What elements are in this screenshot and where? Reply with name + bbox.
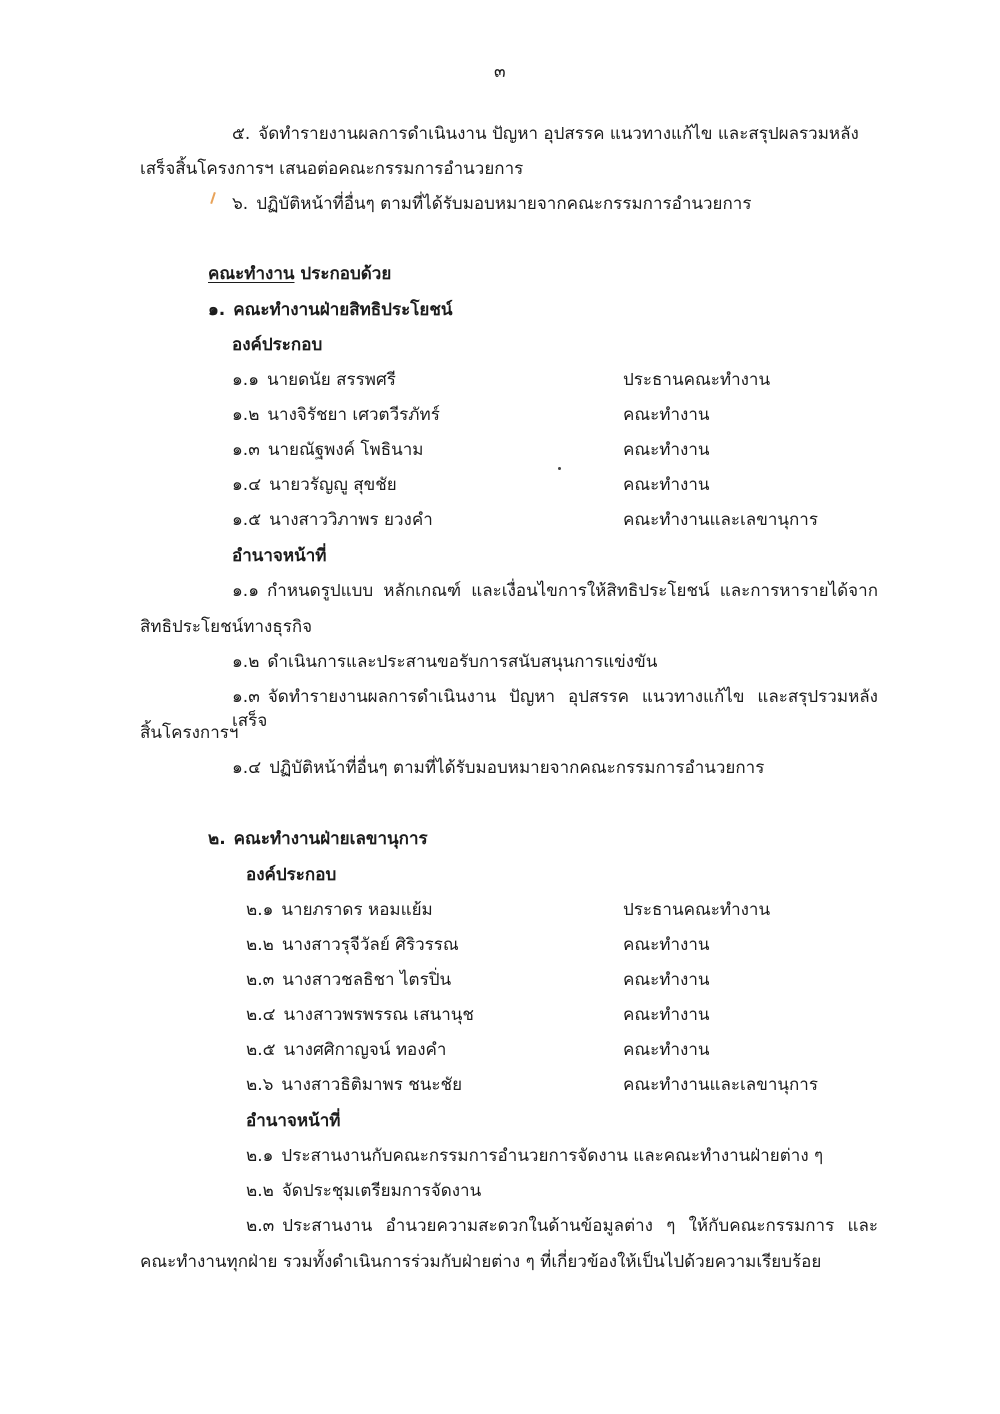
- duty-text: ประสานงาน อำนวยความสะดวกในด้านข้อมูลต่าง ๆ ให้กับคณะกรรมการ และ: [282, 1216, 878, 1236]
- duty-number: ๒.๓: [246, 1216, 275, 1236]
- duty-text: จัดทำรายงานผลการดำเนินงาน ปัญหา อุปสรรค แนวทางแก้ไข และสรุปรวมหลังเสร็จ: [232, 687, 878, 731]
- member-name: นางสาวรุจีวัลย์ ศิริวรรณ: [281, 935, 459, 955]
- heading-rest: ประกอบด้วย: [300, 264, 392, 284]
- member-row: [246, 1038, 446, 1062]
- duty-item: [246, 1214, 878, 1238]
- member-name: นางจิรัชยา เศวตวีรภัทร์: [267, 405, 440, 425]
- duty-continued: สิทธิประโยชน์ทางธุรกิจ: [140, 617, 313, 637]
- group1-members-heading: องค์ประกอบ: [232, 335, 323, 355]
- duty-text: ปฏิบัติหน้าที่อื่นๆ ตามที่ได้รับมอบหมายจากคณะกรรมการอำนวยการ: [269, 758, 765, 778]
- group1-duties-heading: อำนาจหน้าที่: [232, 546, 327, 566]
- page-number: ๓: [494, 62, 506, 82]
- intro-item-5: [232, 122, 859, 146]
- member-row: [232, 473, 397, 497]
- duty-item: [232, 685, 878, 733]
- member-name: นางสาววิภาพร ยวงคำ: [269, 510, 433, 530]
- member-row: [246, 933, 459, 957]
- member-number: ๒.๕: [246, 1040, 276, 1060]
- duty-number: ๑.๔: [232, 758, 262, 778]
- duty-text: จัดประชุมเตรียมการจัดงาน: [281, 1181, 482, 1201]
- member-role: คณะทำงาน: [623, 935, 710, 955]
- group1-title: [208, 298, 452, 322]
- duty-number: ๒.๒: [246, 1181, 274, 1201]
- member-number: ๒.๖: [246, 1075, 274, 1095]
- duty-number: ๑.๒: [232, 652, 260, 672]
- item-text: จัดทำรายงานผลการดำเนินงาน ปัญหา อุปสรรค แนวทางแก้ไข และสรุปผลรวมหลัง: [258, 124, 859, 144]
- duty-item: [232, 650, 657, 674]
- member-number: ๑.๓: [232, 440, 260, 460]
- group-title: คณะทำงานฝ่ายสิทธิประโยชน์: [233, 300, 453, 320]
- duty-item: [246, 1144, 823, 1168]
- intro-item-5-continued: เสร็จสิ้นโครงการฯ เสนอต่อคณะกรรมการอำนวยการ: [140, 159, 524, 179]
- duty-text: ดำเนินการและประสานขอรับการสนับสนุนการแข่งขัน: [267, 652, 658, 672]
- member-number: ๑.๒: [232, 405, 260, 425]
- pen-mark: [210, 192, 216, 204]
- duty-number: ๒.๑: [246, 1146, 274, 1166]
- working-group-heading: [208, 262, 391, 286]
- member-row: [246, 1003, 474, 1027]
- member-row: [232, 508, 433, 532]
- member-name: นางสาวธิติมาพร ชนะชัย: [281, 1075, 463, 1095]
- member-number: ๒.๓: [246, 970, 275, 990]
- duty-number: ๑.๑: [232, 581, 259, 601]
- duty-text: ประสานงานกับคณะกรรมการอำนวยการจัดงาน และคณะทำงานฝ่ายต่าง ๆ: [281, 1146, 824, 1166]
- item-number: ๖.: [232, 194, 249, 214]
- group-title: คณะทำงานฝ่ายเลขานุการ: [233, 829, 428, 849]
- member-name: นายณัฐพงค์ โพธินาม: [267, 440, 424, 460]
- member-role: คณะทำงาน: [623, 970, 710, 990]
- duty-continued: สิ้นโครงการฯ: [140, 723, 239, 743]
- group-number: ๑.: [208, 300, 226, 320]
- group2-title: [208, 827, 428, 851]
- duty-item: [232, 579, 878, 603]
- member-role: คณะทำงาน: [623, 440, 710, 460]
- member-row: [246, 1073, 462, 1097]
- member-number: ๒.๔: [246, 1005, 276, 1025]
- member-role: คณะทำงาน: [623, 1040, 710, 1060]
- intro-item-6: [232, 192, 751, 216]
- member-number: ๑.๑: [232, 370, 259, 390]
- member-role: ประธานคณะทำงาน: [623, 370, 771, 390]
- member-number: ๒.๑: [246, 900, 274, 920]
- member-row: [232, 403, 440, 427]
- member-role: ประธานคณะทำงาน: [623, 900, 771, 920]
- member-role: คณะทำงาน: [623, 1005, 710, 1025]
- member-number: ๑.๕: [232, 510, 262, 530]
- member-row: [246, 968, 451, 992]
- scan-speck: [558, 467, 561, 470]
- member-row: [232, 438, 423, 462]
- duty-item: [246, 1179, 481, 1203]
- member-name: นายภราดร หอมแย้ม: [281, 900, 433, 920]
- member-name: นางสาวพรพรรณ เสนานุช: [283, 1005, 474, 1025]
- member-role: คณะทำงานและเลขานุการ: [623, 510, 818, 530]
- member-number: ๒.๒: [246, 935, 274, 955]
- member-name: นางศศิกาญจน์ ทองคำ: [283, 1040, 447, 1060]
- group2-members-heading: องค์ประกอบ: [246, 865, 337, 885]
- item-text: ปฏิบัติหน้าที่อื่นๆ ตามที่ได้รับมอบหมายจากคณะกรรมการอำนวยการ: [256, 194, 752, 214]
- member-role: คณะทำงาน: [623, 475, 710, 495]
- member-name: นายดนัย สรรพศรี: [267, 370, 396, 390]
- member-name: นายวรัญญู สุขชัย: [269, 475, 397, 495]
- member-number: ๑.๔: [232, 475, 262, 495]
- item-number: ๕.: [232, 124, 251, 144]
- member-role: คณะทำงาน: [623, 405, 710, 425]
- member-name: นางสาวชลธิชา ไตรปิ่น: [282, 970, 452, 990]
- duty-text: กำหนดรูปแบบ หลักเกณฑ์ และเงื่อนไขการให้สิทธิประโยชน์ และการหารายได้จาก: [267, 581, 878, 601]
- duty-item: [232, 756, 764, 780]
- member-row: [232, 368, 396, 392]
- group2-duties-heading: อำนาจหน้าที่: [246, 1111, 341, 1131]
- member-row: [246, 898, 433, 922]
- member-role: คณะทำงานและเลขานุการ: [623, 1075, 818, 1095]
- heading-underlined: คณะทำงาน: [208, 264, 295, 284]
- duty-continued: คณะทำงานทุกฝ่าย รวมทั้งดำเนินการร่วมกับฝ่ายต่าง ๆ ที่เกี่ยวข้องให้เป็นไปด้วยความเรียบร้อย: [140, 1252, 822, 1272]
- duty-number: ๑.๓: [232, 687, 260, 707]
- group-number: ๒.: [208, 829, 226, 849]
